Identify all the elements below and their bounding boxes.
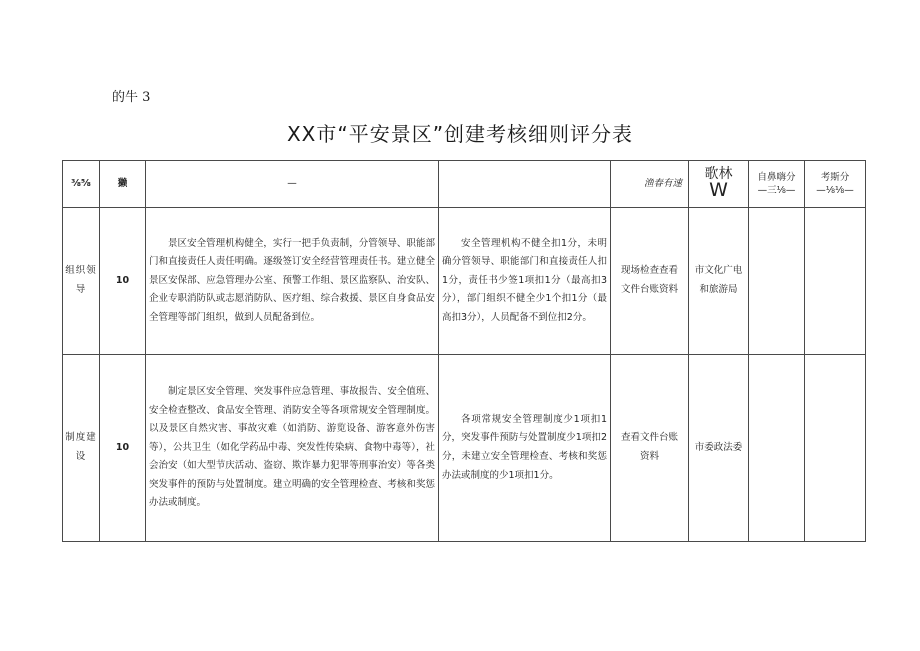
header-row [63, 161, 866, 208]
scoring-table [62, 160, 866, 542]
row-method: 现场检查查看文件台账资料 [611, 208, 689, 355]
row-category: 组织领导 [63, 208, 100, 355]
header-deduction [439, 161, 611, 208]
row-category: 制度建设 [63, 355, 100, 542]
header-assess-score-line2: —⅛⅛— [816, 185, 854, 196]
row-method: 查看文件台账资料 [611, 355, 689, 542]
header-self-score-line1: 自鼻嗨分 [757, 171, 796, 183]
header-assess-score [805, 161, 866, 208]
row-score: 10 [100, 355, 146, 542]
row-department: 市委政法委 [689, 355, 749, 542]
header-department [689, 161, 749, 208]
header-department-bottom: W [709, 179, 728, 202]
table-row [63, 208, 866, 355]
table-row [63, 355, 866, 542]
row-standard: 制定景区安全管理、突发事件应急管理、事故报告、安全值班、安全检查整改、食品安全管理、消防安全等各项常规安全管理制度。以及景区自然灾害、事故灾难（如消防、游览设备、游客意外伤害等），公共卫生（如化学药品中毒、突发性传染病、食物中毒等），社会治安（如大型节庆活动、盗窃、欺诈暴力犯罪等刑事治安）等各类突发事件的预防与处置制度。建立明确的安全管理检查、考核和奖惩办法或制度。 [146, 355, 439, 542]
row-score: 10 [100, 208, 146, 355]
row-department: 市文化广电和旅游局 [689, 208, 749, 355]
row-deduction: 各项常规安全管理制度少1项扣1分，突发事件预防与处置制度少1项扣2分，未建立安全管理检查、考核和奖惩办法或制度的少1项扣1分。 [439, 355, 611, 542]
header-assess-score-line1: 考斯分 [820, 171, 850, 183]
header-department-top: 歌林 [704, 165, 733, 182]
header-score: 獭 [100, 161, 146, 208]
header-self-score-line2: —三⅛— [757, 185, 796, 196]
attachment-label: 的牛 3 [112, 90, 151, 105]
row-self-score [749, 208, 805, 355]
row-assess-score [805, 355, 866, 542]
header-standard: — [146, 161, 439, 208]
page-title: XX市“平安景区”创建考核细则评分表 [286, 122, 634, 146]
row-assess-score [805, 208, 866, 355]
row-deduction: 安全管理机构不健全扣1分，未明确分管领导、职能部门和直接责任人扣1分，责任书少签1项扣1分（最高扣3分），部门组织不健全少1个扣1分（最高扣3分），人员配备不到位扣2分。 [439, 208, 611, 355]
row-standard: 景区安全管理机构健全，实行一把手负责制，分管领导、职能部门和直接责任人责任明确。逐级签订安全经营管理责任书。建立健全景区安保部、应急管理办公室、预警工作组、景区监察队、治安队、企业专职消防队或志愿消防队、医疗组、综合救援、景区自身食品安全管理等部门组织，做到人员配备到位。 [146, 208, 439, 355]
row-self-score [749, 355, 805, 542]
header-project: ⅜⅝ [63, 161, 100, 208]
header-method: 渔春有速 [611, 161, 689, 208]
header-self-score [749, 161, 805, 208]
